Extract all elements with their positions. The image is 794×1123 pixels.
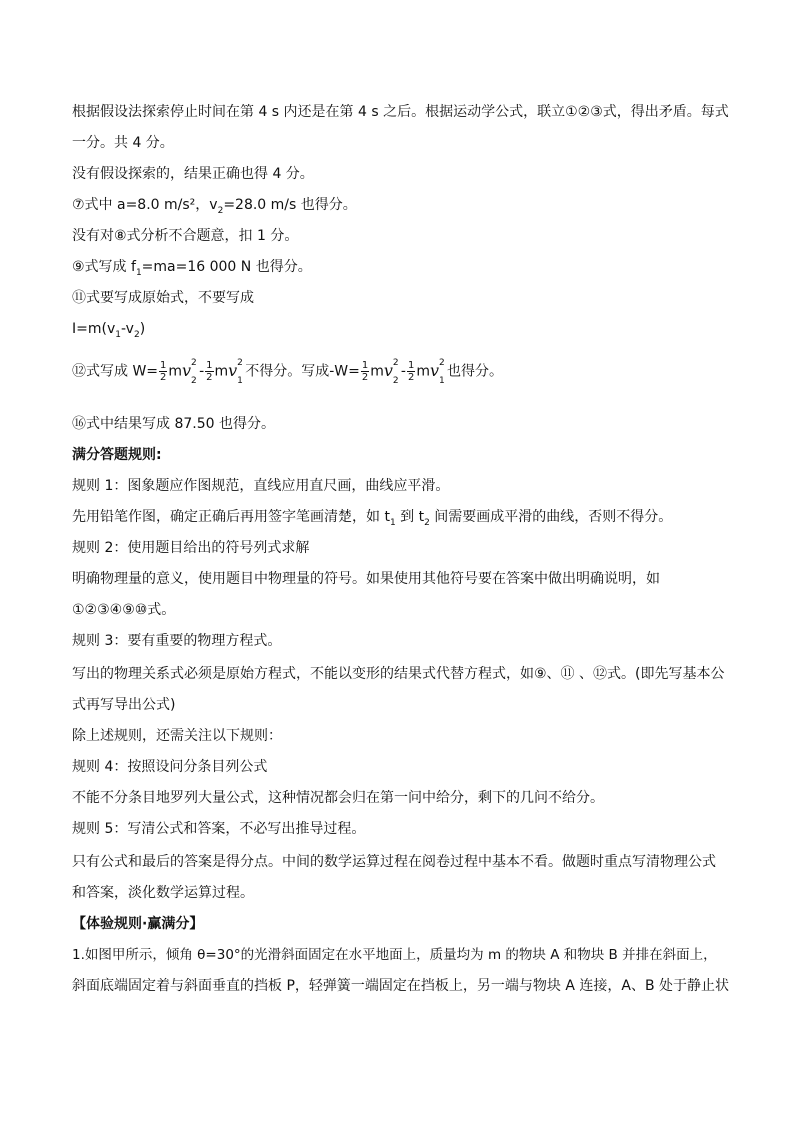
text-line: 规则 5：写清公式和答案，不必写出推导过程。: [72, 821, 366, 837]
text-fragment: -: [400, 363, 406, 380]
velocity-symbol: v 2 1: [228, 357, 243, 386]
text-fragment: I=m(v: [72, 321, 116, 337]
text-line: 和答案，淡化数学运算过程。: [72, 885, 254, 901]
text-line: 明确物理量的意义，使用题目中物理量的符号。如果使用其他符号要在答案中做出明确说明，如: [72, 571, 660, 587]
text-fragment: 到 t: [395, 509, 425, 525]
text-fragment: 不得分。写成-W=: [245, 363, 360, 380]
text-line: 式再写导出公式): [72, 697, 176, 713]
text-fragment: =28.0 m/s 也得分。: [223, 197, 357, 213]
velocity-symbol: v 2 1: [429, 357, 445, 386]
subscript: 2: [217, 205, 224, 216]
text-fragment: m: [416, 363, 430, 380]
text-fragment: ⑨式写成 f: [72, 259, 136, 275]
fraction: $\frac{1}{2}$: [407, 360, 415, 383]
text-fragment: m: [168, 363, 183, 380]
text-line: 规则 3：要有重要的物理方程式。: [72, 633, 282, 649]
text-line: 一分。共 4 分。: [72, 135, 174, 151]
section-heading: 满分答题规则:: [72, 447, 162, 463]
text-line: 除上述规则，还需关注以下规则：: [72, 728, 282, 744]
text-line: ①②③④⑨⑩式。: [72, 602, 176, 618]
text-fragment: ): [139, 321, 146, 337]
text-line: 根据假设法探索停止时间在第 4 s 内还是在第 4 s 之后。根据运动学公式，联立①②③式，得出矛盾。每式: [72, 104, 729, 120]
text-line: 不能不分条目地罗列大量公式，这种情况都会归在第一问中给分，剩下的几问不给分。: [72, 790, 604, 806]
text-line: [72, 195, 357, 221]
text-line: ⑪式要写成原始式，不要写成: [72, 290, 254, 306]
text-line: [72, 507, 672, 533]
fraction: $\frac{1}{2}$: [206, 360, 213, 383]
fraction: $\frac{1}{2}$: [160, 360, 167, 383]
subscript: 1: [135, 267, 142, 278]
formula-line: [72, 319, 145, 345]
text-line: 斜面底端固定着与斜面垂直的挡板 P，轻弹簧一端固定在挡板上，另一端与物块 A 连接，A、B 处于静止状: [72, 978, 729, 994]
text-line: ⑯式中结果写成 87.50 也得分。: [72, 416, 275, 432]
text-fragment: ⑫式写成 W=: [72, 363, 159, 380]
formula-line: [72, 357, 504, 386]
velocity-symbol: v 2 2: [182, 357, 197, 386]
text-fragment: 间需要画成平滑的曲线，否则不得分。: [429, 509, 673, 525]
text-line: 没有对⑧式分析不合题意，扣 1 分。: [72, 228, 299, 244]
text-fragment: 也得分。: [447, 363, 504, 380]
text-line: [72, 257, 312, 283]
text-fragment: -v: [120, 321, 134, 337]
text-line: 只有公式和最后的答案是得分点。中间的数学运算过程在阅卷过程中基本不看。做题时重点写清物理公式: [72, 854, 716, 870]
text-fragment: 先用铅笔作图，确定正确后再用签字笔画清楚，如 t: [72, 509, 390, 525]
fraction: $\frac{1}{2}$: [361, 360, 369, 383]
section-heading: 【体验规则·赢满分】: [72, 916, 204, 932]
subscript: 2: [424, 517, 430, 528]
text-fragment: ⑦式中 a=8.0 m/s²，v: [72, 197, 218, 213]
text-line: 1.如图甲所示，倾角 θ=30°的光滑斜面固定在水平地面上，质量均为 m 的物块 A 和物块 B 并排在斜面上，: [72, 947, 717, 963]
text-fragment: m: [214, 363, 229, 380]
text-line: 写出的物理关系式必须是原始方程式，不能以变形的结果式代替方程式，如⑨、⑪ 、⑫式。(即先写基本公: [72, 666, 725, 682]
text-line: 没有假设探索的，结果正确也得 4 分。: [72, 166, 314, 182]
text-fragment: =ma=16 000 N 也得分。: [141, 259, 312, 275]
subscript: 2: [133, 329, 140, 340]
text-fragment: -: [199, 363, 205, 380]
subscript: 1: [389, 517, 396, 528]
text-line: 规则 4：按照设问分条目列公式: [72, 759, 268, 775]
velocity-symbol: v 2 2: [383, 357, 399, 386]
text-fragment: m: [370, 363, 384, 380]
subscript: 1: [115, 329, 121, 340]
text-line: 规则 2：使用题目给出的符号列式求解: [72, 540, 310, 556]
text-line: 规则 1：图象题应作图规范，直线应用直尺画，曲线应平滑。: [72, 478, 450, 494]
